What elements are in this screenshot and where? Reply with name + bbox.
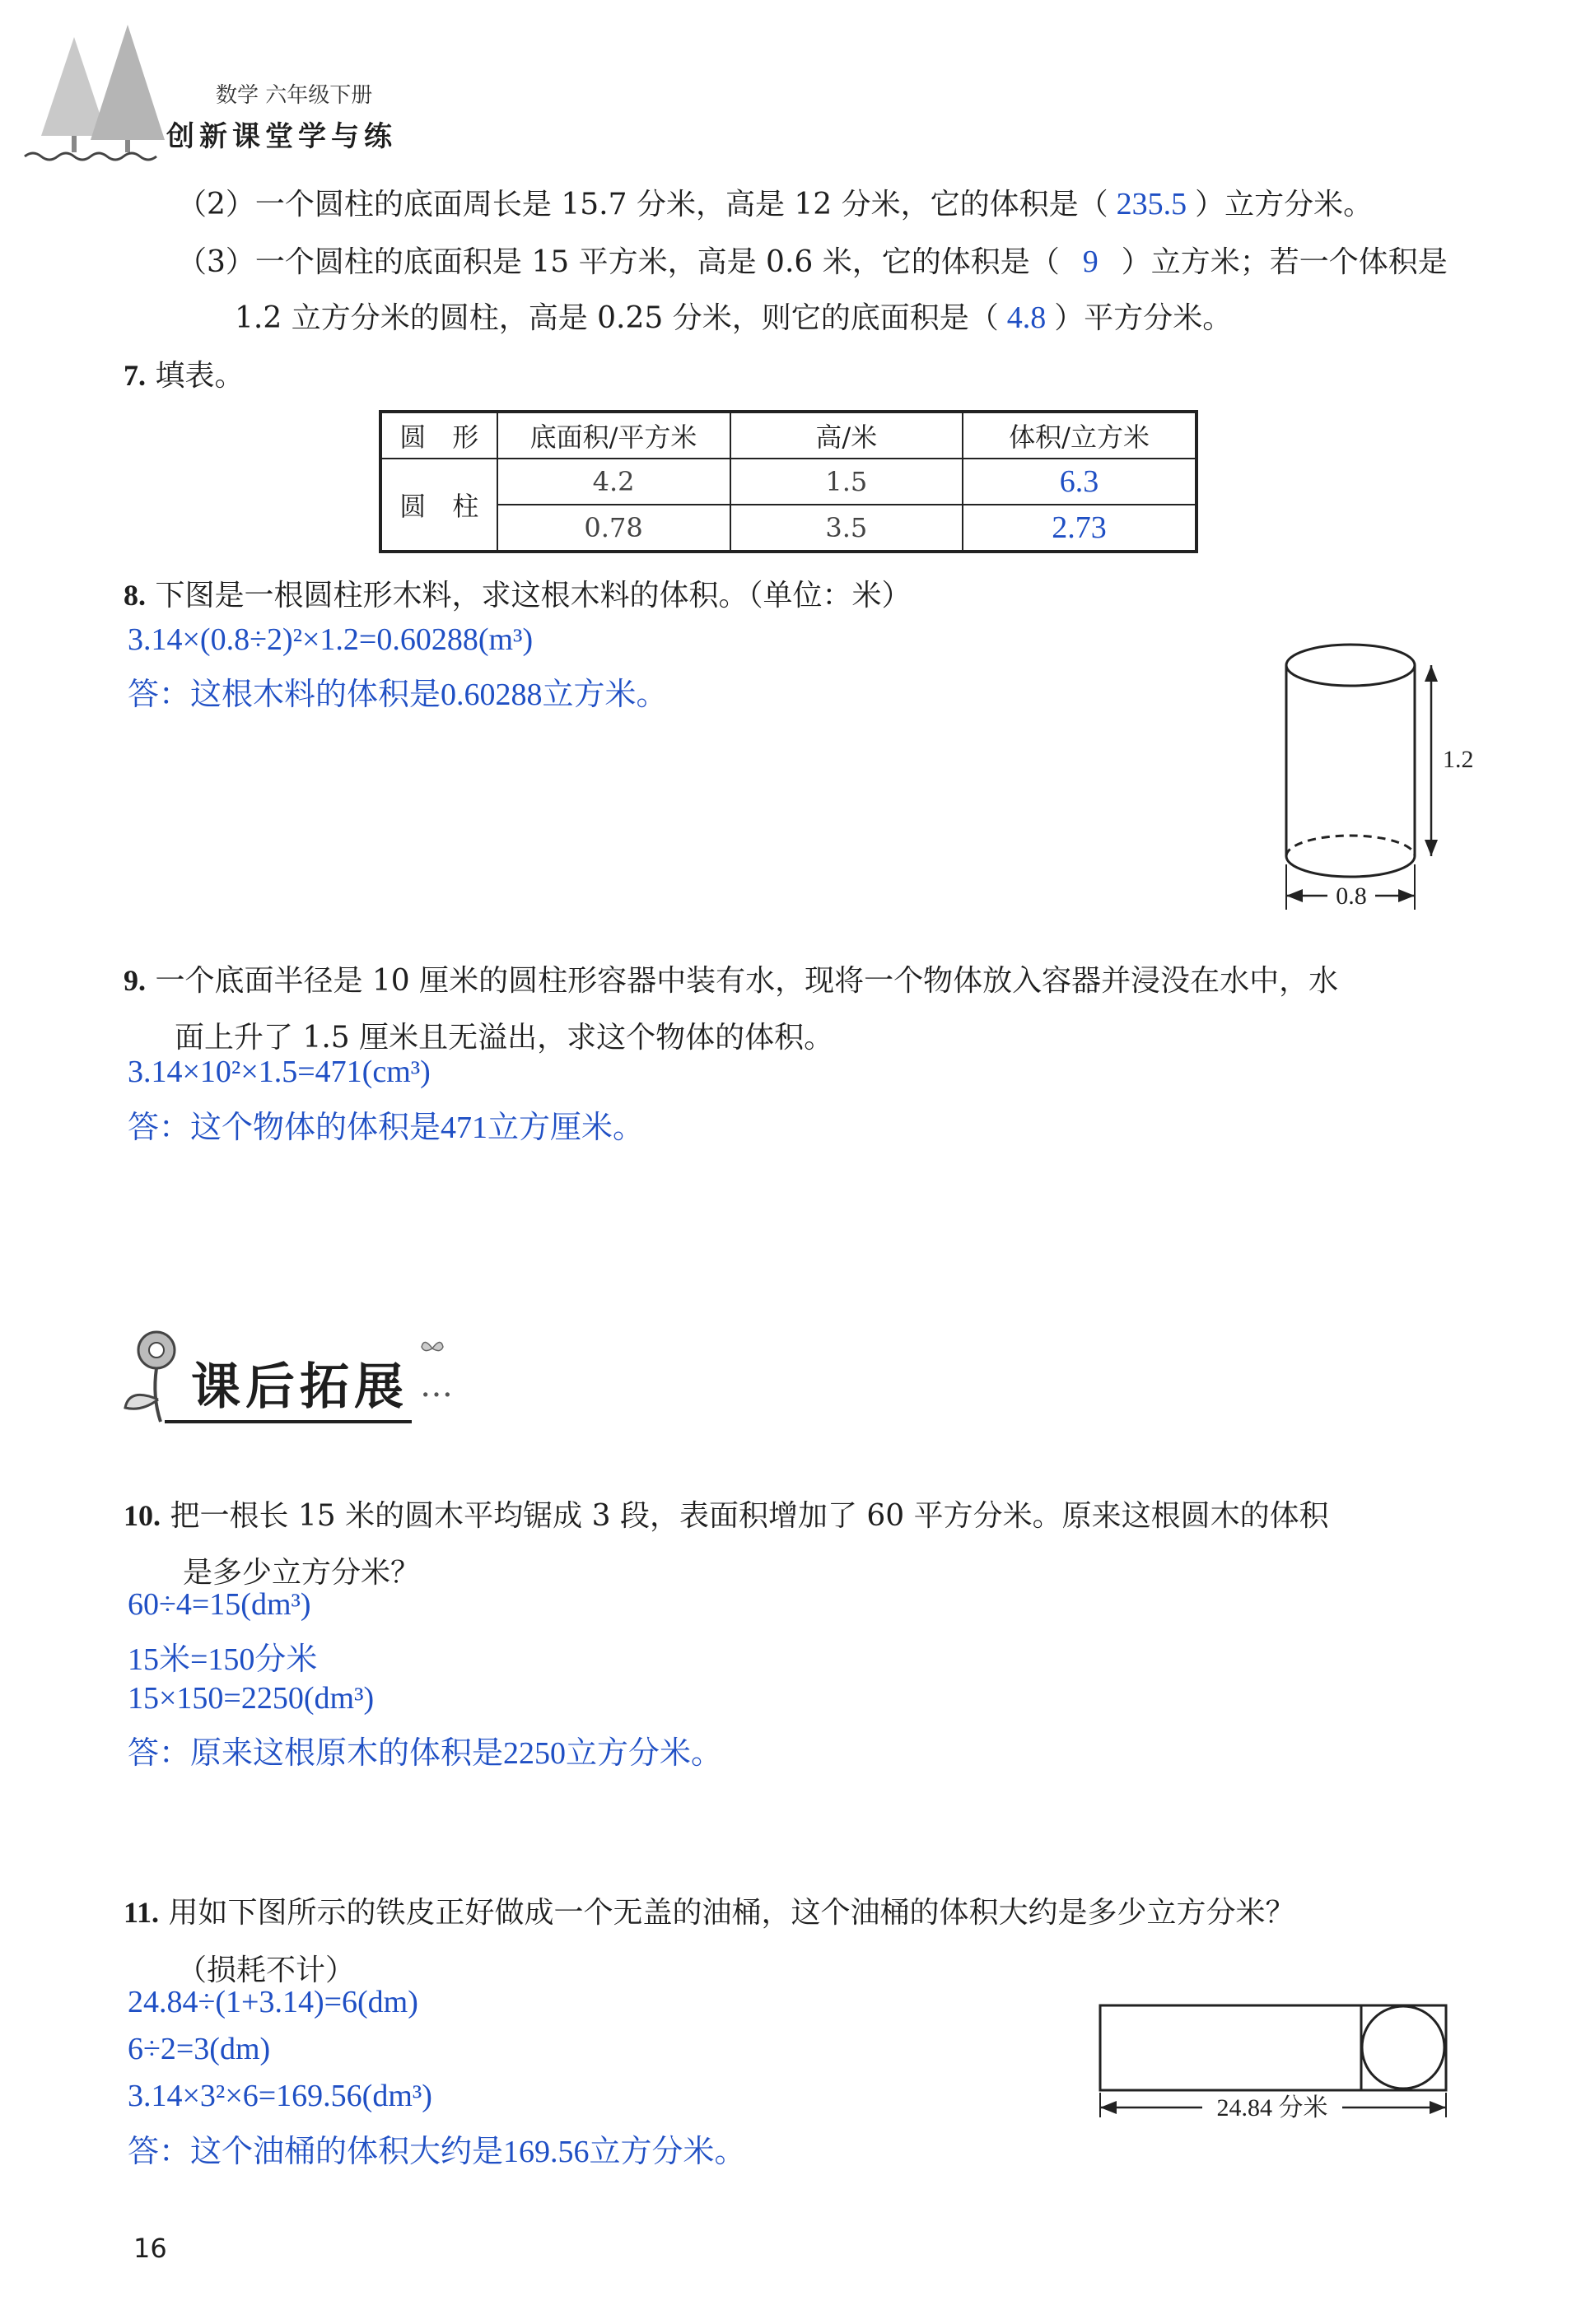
q9-solution-line: 3.14×10²×1.5=471(cm³) xyxy=(128,1055,431,1089)
cylinder-diameter-label: 0.8 xyxy=(1336,883,1367,910)
q6-part3 xyxy=(177,239,1448,281)
section-title: 课后拓展 xyxy=(191,1358,408,1416)
header-title: 创新课堂学与练 xyxy=(166,120,397,153)
table-cell-volume: 6.3 xyxy=(963,459,1196,505)
q11-text: 用如下图所示的铁皮正好做成一个无盖的油桶，这个油桶的体积大约是多少立方分米？ xyxy=(168,1896,1295,1930)
tree-logo-icon xyxy=(25,21,173,161)
q10-answer-line: 答：原来这根原木的体积是2250立方分米。 xyxy=(128,1736,723,1771)
sheet-length-label: 24.84 分米 xyxy=(1216,2094,1328,2121)
q11-solution-line: 24.84÷(1+3.14)=6(dm) xyxy=(128,1985,418,2019)
table-cell-height: 3.5 xyxy=(730,505,963,552)
q8-number: 8. xyxy=(124,579,146,612)
butterfly-icon xyxy=(420,1338,445,1359)
q8-text: 下图是一根圆柱形木料，求这根木料的体积。（单位：米） xyxy=(155,579,912,612)
q6-part3b-text-end: ）平方分米。 xyxy=(1054,301,1233,335)
q11-solution-line: 6÷2=3(dm) xyxy=(128,2032,271,2066)
q6-part3b-answer: 4.8 xyxy=(1006,300,1047,335)
q7-text: 填表。 xyxy=(155,359,245,393)
q7-table xyxy=(379,410,1198,553)
q6-part2-text: （2）一个圆柱的底面周长是 15.7 分米，高是 12 分米，它的体积是（ xyxy=(177,188,1108,221)
q11-answer-line: 答：这个油桶的体积大约是169.56立方分米。 xyxy=(128,2135,746,2169)
q6-part2-answer: 235.5 xyxy=(1116,187,1187,221)
q9-prompt-line1 xyxy=(124,957,1338,999)
q9-text: 一个底面半径是 10 厘米的圆柱形容器中装有水，现将一个物体放入容器并浸没在水中，水 xyxy=(155,964,1339,998)
q6-part3-answer: 9 xyxy=(1082,245,1099,279)
table-header-cell: 底面积/平方米 xyxy=(497,412,730,459)
q7-number: 7. xyxy=(124,359,146,392)
q9-prompt-line2: 面上升了 1.5 厘米且无溢出，求这个物体的体积。 xyxy=(175,1021,834,1055)
table-header-row xyxy=(380,412,1196,459)
q8-prompt xyxy=(124,572,911,614)
q6-part3b xyxy=(235,295,1232,337)
table-cell-area: 0.78 xyxy=(497,505,730,552)
q10-number: 10. xyxy=(124,1499,161,1532)
q6-part3-text-end: ）立方米；若一个体积是 xyxy=(1121,245,1448,279)
header-subtitle: 数学 六年级下册 xyxy=(216,83,373,108)
section-underline xyxy=(165,1420,412,1423)
table-row xyxy=(380,459,1196,505)
page-number: 16 xyxy=(133,2233,167,2264)
table-cell-volume: 2.73 xyxy=(963,505,1196,552)
q10-prompt-line2: 是多少立方分米？ xyxy=(183,1556,421,1590)
table-cell-area: 4.2 xyxy=(497,459,730,505)
q10-prompt-line1 xyxy=(124,1493,1329,1535)
q8-answer-line: 答：这根木料的体积是0.60288立方米。 xyxy=(128,678,668,712)
table-header-cell: 圆 形 xyxy=(380,412,497,459)
q10-solution-line: 60÷4=15(dm³) xyxy=(128,1587,311,1622)
q10-solution-line: 15×150=2250(dm³) xyxy=(128,1681,375,1716)
cylinder-diagram xyxy=(1268,634,1474,918)
q9-answer-line: 答：这个物体的体积是471立方厘米。 xyxy=(128,1111,645,1145)
q6-part3b-text: 1.2 立方分米的圆柱，高是 0.25 分米，则它的底面积是（ xyxy=(235,301,999,335)
sheet-diagram xyxy=(1095,2000,1458,2120)
q11-prompt-line1 xyxy=(124,1889,1294,1931)
q6-part2 xyxy=(177,181,1373,223)
table-header-cell: 体积/立方米 xyxy=(963,412,1196,459)
q7-prompt xyxy=(124,352,244,394)
q10-text: 把一根长 15 米的圆木平均锯成 3 段，表面积增加了 60 平方分米。原来这根圆木的体积 xyxy=(170,1499,1329,1533)
q10-solution-line: 15米=150分米 xyxy=(128,1642,318,1677)
q9-number: 9. xyxy=(124,964,146,997)
q11-number: 11. xyxy=(124,1896,160,1929)
table-row-label: 圆 柱 xyxy=(380,459,497,552)
q6-part3-text: （3）一个圆柱的底面积是 15 平方米，高是 0.6 米，它的体积是（ xyxy=(177,245,1060,279)
section-dots: … xyxy=(420,1367,453,1404)
q11-solution-line: 3.14×3²×6=169.56(dm³) xyxy=(128,2079,432,2113)
q11-prompt-line2: （损耗不计） xyxy=(177,1954,356,1987)
table-cell-height: 1.5 xyxy=(730,459,963,505)
section-banner xyxy=(115,1321,511,1428)
q6-part2-text-end: ）立方分米。 xyxy=(1195,188,1374,221)
table-header-cell: 高/米 xyxy=(730,412,963,459)
table-row xyxy=(380,505,1196,552)
cylinder-height-label: 1.2 xyxy=(1443,746,1474,773)
header xyxy=(0,0,1586,165)
q8-solution-line: 3.14×(0.8÷2)²×1.2=0.60288(m³) xyxy=(128,622,534,657)
